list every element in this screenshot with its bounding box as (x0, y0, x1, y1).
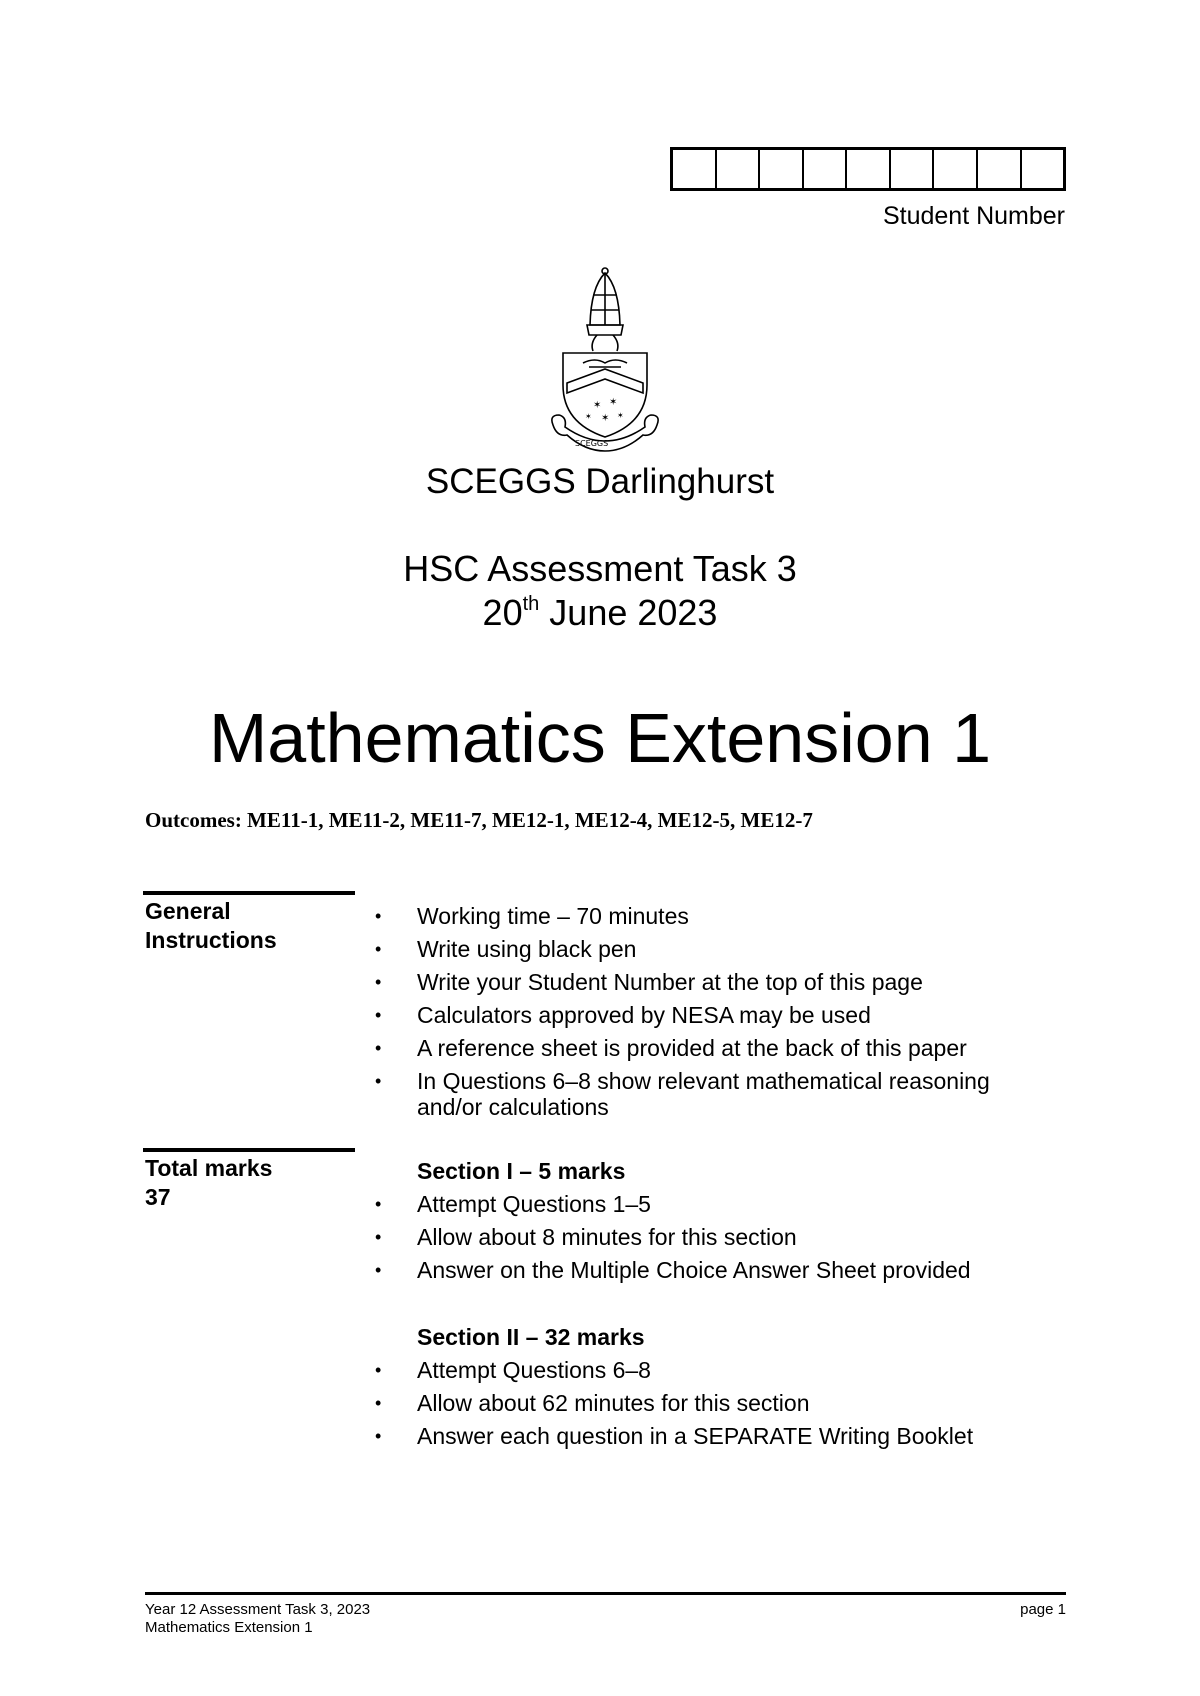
footer-rule (145, 1592, 1066, 1595)
date-suffix: th (522, 593, 540, 615)
section-two-list (367, 1357, 1027, 1449)
list-item: • Answer on the Multiple Choice Answer Sheet provided (367, 1257, 1027, 1283)
total-marks-heading (145, 1154, 272, 1212)
general-instructions-list (367, 903, 1027, 1127)
list-item: • Write using black pen (367, 936, 1027, 962)
list-item: • Write your Student Number at the top of this page (367, 969, 1027, 995)
list-item: • Allow about 62 minutes for this section (367, 1390, 1027, 1416)
student-number-digit-box[interactable] (804, 150, 848, 188)
footer-line: Year 12 Assessment Task 3, 2023 (145, 1601, 371, 1618)
total-marks-value: 37 (145, 1184, 171, 1210)
list-item: • In Questions 6–8 show relevant mathematical reasoning and/or calculations (367, 1068, 1027, 1120)
crest-motto: SCEGGS (575, 439, 609, 448)
student-number-digit-box[interactable] (978, 150, 1022, 188)
list-item: • A reference sheet is provided at the back of this paper (367, 1035, 1027, 1061)
svg-text:✶: ✶ (585, 412, 592, 421)
student-number-digit-box[interactable] (891, 150, 935, 188)
section-one-title: Section I – 5 marks (417, 1158, 626, 1184)
general-instructions-heading (145, 897, 277, 955)
heading-line: Instructions (145, 927, 277, 953)
student-number-digit-box[interactable] (847, 150, 891, 188)
list-item: • Attempt Questions 1–5 (367, 1191, 1027, 1217)
list-item: • Allow about 8 minutes for this section (367, 1224, 1027, 1250)
svg-text:✶: ✶ (609, 397, 618, 408)
list-item: • Answer each question in a SEPARATE Writing Booklet (367, 1423, 1027, 1449)
school-crest-icon (545, 265, 665, 455)
heading-line: General (145, 898, 231, 924)
exam-date (0, 592, 1200, 634)
task-title: HSC Assessment Task 3 (403, 548, 797, 589)
section-rule (143, 891, 355, 895)
student-number-digit-box[interactable] (1022, 150, 1064, 188)
section-one-list (367, 1191, 1027, 1283)
student-number-digit-box[interactable] (673, 150, 717, 188)
footer-left (145, 1601, 370, 1637)
date-rest: June 2023 (549, 592, 718, 633)
section-one (367, 1158, 1027, 1290)
section-two (367, 1324, 1027, 1456)
student-number-digit-box[interactable] (760, 150, 804, 188)
subject-title: Mathematics Extension 1 (208, 699, 992, 777)
student-number-label: Student Number (882, 202, 1065, 230)
heading-line: Total marks (145, 1155, 273, 1181)
svg-text:✶: ✶ (601, 413, 610, 424)
outcomes-line: Outcomes: ME11-1, ME11-2, ME11-7, ME12-1, ME12-4, ME12-5, ME12-7 (145, 808, 813, 832)
list-item: • Calculators approved by NESA may be used (367, 1002, 1027, 1028)
list-item: • Working time – 70 minutes (367, 903, 1027, 929)
date-day: 20 (482, 592, 523, 633)
section-rule (143, 1148, 355, 1152)
list-item: • Attempt Questions 6–8 (367, 1357, 1027, 1383)
svg-text:✶: ✶ (617, 411, 624, 420)
section-two-title: Section II – 32 marks (417, 1324, 645, 1350)
student-number-digit-box[interactable] (934, 150, 978, 188)
school-name: SCEGGS Darlinghurst (425, 462, 775, 501)
student-number-boxes[interactable] (670, 147, 1066, 191)
student-number-digit-box[interactable] (717, 150, 761, 188)
page-number: page 1 (1020, 1601, 1066, 1618)
svg-text:✶: ✶ (593, 400, 602, 411)
footer-line: Mathematics Extension 1 (145, 1619, 313, 1636)
